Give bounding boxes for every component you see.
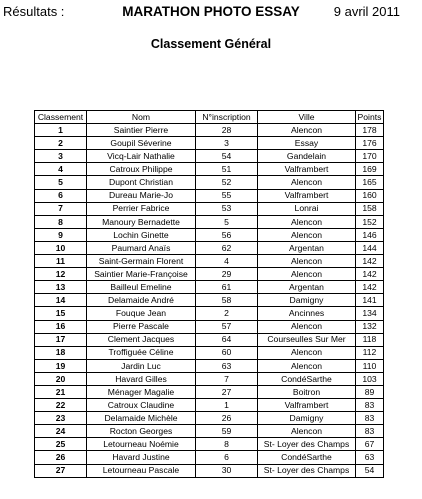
name-cell: Delamaide Michèle (87, 412, 196, 425)
rank-cell: 16 (35, 320, 87, 333)
registration-cell: 64 (196, 333, 258, 346)
table-row (35, 281, 384, 294)
table-row (35, 346, 384, 359)
table-row (35, 372, 384, 385)
rank-cell: 15 (35, 307, 87, 320)
table-row (35, 425, 384, 438)
points-cell: 142 (356, 281, 384, 294)
rank-cell: 25 (35, 438, 87, 451)
column-header-rank: Classement (35, 111, 87, 124)
points-cell: 63 (356, 451, 384, 464)
points-cell: 54 (356, 464, 384, 477)
registration-cell: 1 (196, 399, 258, 412)
city-cell: Boitron (258, 385, 356, 398)
city-cell: Valframbert (258, 399, 356, 412)
registration-cell: 6 (196, 451, 258, 464)
rank-cell: 7 (35, 202, 87, 215)
results-table (34, 110, 384, 478)
rank-cell: 27 (35, 464, 87, 477)
city-cell: Lonrai (258, 202, 356, 215)
registration-cell: 52 (196, 176, 258, 189)
city-cell: Alencon (258, 268, 356, 281)
registration-cell: 58 (196, 294, 258, 307)
city-cell: St- Loyer des Champs (258, 438, 356, 451)
registration-cell: 53 (196, 202, 258, 215)
table-row (35, 307, 384, 320)
points-cell: 83 (356, 399, 384, 412)
points-cell: 118 (356, 333, 384, 346)
registration-cell: 56 (196, 228, 258, 241)
points-cell: 165 (356, 176, 384, 189)
name-cell: Catroux Claudine (87, 399, 196, 412)
registration-cell: 28 (196, 124, 258, 137)
name-cell: Bailleul Emeline (87, 281, 196, 294)
name-cell: Vicq-Lair Nathalie (87, 150, 196, 163)
table-header-row (35, 111, 384, 124)
city-cell: CondéSarthe (258, 372, 356, 385)
name-cell: Rocton Georges (87, 425, 196, 438)
city-cell: Essay (258, 137, 356, 150)
column-header-registration: N°inscription (196, 111, 258, 124)
name-cell: Saintier Pierre (87, 124, 196, 137)
registration-cell: 54 (196, 150, 258, 163)
points-cell: 169 (356, 163, 384, 176)
registration-cell: 63 (196, 359, 258, 372)
rank-cell: 10 (35, 241, 87, 254)
table-row (35, 268, 384, 281)
name-cell: Delamaide André (87, 294, 196, 307)
table-row (35, 176, 384, 189)
rank-cell: 13 (35, 281, 87, 294)
city-cell: Argentan (258, 281, 356, 294)
rank-cell: 19 (35, 359, 87, 372)
registration-cell: 27 (196, 385, 258, 398)
rank-cell: 21 (35, 385, 87, 398)
name-cell: Lochin Ginette (87, 228, 196, 241)
name-cell: Havard Gilles (87, 372, 196, 385)
rank-cell: 14 (35, 294, 87, 307)
registration-cell: 4 (196, 255, 258, 268)
name-cell: Paumard Anaïs (87, 241, 196, 254)
points-cell: 83 (356, 425, 384, 438)
table-row (35, 399, 384, 412)
city-cell: Damigny (258, 294, 356, 307)
name-cell: Fouque Jean (87, 307, 196, 320)
name-cell: Jardin Luc (87, 359, 196, 372)
city-cell: Alencon (258, 124, 356, 137)
table-row (35, 124, 384, 137)
registration-cell: 2 (196, 307, 258, 320)
rank-cell: 2 (35, 137, 87, 150)
column-header-city: Ville (258, 111, 356, 124)
registration-cell: 60 (196, 346, 258, 359)
name-cell: Catroux Philippe (87, 163, 196, 176)
name-cell: Perrier Fabrice (87, 202, 196, 215)
name-cell: Havard Justine (87, 451, 196, 464)
table-row (35, 228, 384, 241)
points-cell: 110 (356, 359, 384, 372)
table-row (35, 464, 384, 477)
city-cell: St- Loyer des Champs (258, 464, 356, 477)
points-cell: 132 (356, 320, 384, 333)
registration-cell: 8 (196, 438, 258, 451)
registration-cell: 29 (196, 268, 258, 281)
city-cell: Ancinnes (258, 307, 356, 320)
name-cell: Saintier Marie-Françoise (87, 268, 196, 281)
rank-cell: 24 (35, 425, 87, 438)
table-row (35, 294, 384, 307)
table-row (35, 320, 384, 333)
city-cell: Alencon (258, 228, 356, 241)
event-title: MARATHON PHOTO ESSAY (122, 4, 300, 19)
points-cell: 83 (356, 412, 384, 425)
rank-cell: 6 (35, 189, 87, 202)
table-row (35, 451, 384, 464)
table-row (35, 385, 384, 398)
name-cell: Letourneau Noémie (87, 438, 196, 451)
registration-cell: 30 (196, 464, 258, 477)
points-cell: 176 (356, 137, 384, 150)
points-cell: 160 (356, 189, 384, 202)
points-cell: 141 (356, 294, 384, 307)
rank-cell: 26 (35, 451, 87, 464)
table-row (35, 359, 384, 372)
ranking-title: Classement Général (150, 37, 272, 51)
event-date: 9 avril 2011 (333, 4, 400, 19)
table-row (35, 438, 384, 451)
city-cell: Damigny (258, 412, 356, 425)
city-cell: Alencon (258, 255, 356, 268)
table-row (35, 163, 384, 176)
points-cell: 112 (356, 346, 384, 359)
points-cell: 67 (356, 438, 384, 451)
city-cell: Alencon (258, 176, 356, 189)
rank-cell: 20 (35, 372, 87, 385)
rank-cell: 12 (35, 268, 87, 281)
city-cell: Gandelain (258, 150, 356, 163)
rank-cell: 17 (35, 333, 87, 346)
city-cell: Alencon (258, 359, 356, 372)
points-cell: 134 (356, 307, 384, 320)
points-cell: 152 (356, 215, 384, 228)
registration-cell: 3 (196, 137, 258, 150)
city-cell: Alencon (258, 320, 356, 333)
name-cell: Ménager Magalie (87, 385, 196, 398)
points-cell: 142 (356, 255, 384, 268)
points-cell: 142 (356, 268, 384, 281)
points-cell: 89 (356, 385, 384, 398)
registration-cell: 61 (196, 281, 258, 294)
registration-cell: 62 (196, 241, 258, 254)
registration-cell: 7 (196, 372, 258, 385)
rank-cell: 8 (35, 215, 87, 228)
points-cell: 144 (356, 241, 384, 254)
rank-cell: 23 (35, 412, 87, 425)
table-row (35, 189, 384, 202)
city-cell: Alencon (258, 215, 356, 228)
registration-cell: 59 (196, 425, 258, 438)
rank-cell: 4 (35, 163, 87, 176)
rank-cell: 11 (35, 255, 87, 268)
column-header-name: Nom (87, 111, 196, 124)
registration-cell: 57 (196, 320, 258, 333)
points-cell: 146 (356, 228, 384, 241)
registration-cell: 51 (196, 163, 258, 176)
registration-cell: 5 (196, 215, 258, 228)
points-cell: 170 (356, 150, 384, 163)
results-table-body (35, 124, 384, 478)
city-cell: Argentan (258, 241, 356, 254)
name-cell: Manoury Bernadette (87, 215, 196, 228)
table-row (35, 202, 384, 215)
points-cell: 158 (356, 202, 384, 215)
points-cell: 178 (356, 124, 384, 137)
rank-cell: 22 (35, 399, 87, 412)
registration-cell: 26 (196, 412, 258, 425)
table-row (35, 137, 384, 150)
city-cell: Valframbert (258, 163, 356, 176)
table-row (35, 215, 384, 228)
table-row (35, 333, 384, 346)
name-cell: Clement Jacques (87, 333, 196, 346)
rank-cell: 18 (35, 346, 87, 359)
city-cell: Courseulles Sur Mer (258, 333, 356, 346)
rank-cell: 5 (35, 176, 87, 189)
city-cell: Alencon (258, 425, 356, 438)
registration-cell: 55 (196, 189, 258, 202)
city-cell: CondéSarthe (258, 451, 356, 464)
city-cell: Valframbert (258, 189, 356, 202)
column-header-points: Points (356, 111, 384, 124)
table-row (35, 412, 384, 425)
name-cell: Saint-Germain Florent (87, 255, 196, 268)
name-cell: Dupont Christian (87, 176, 196, 189)
name-cell: Goupil Séverine (87, 137, 196, 150)
name-cell: Letourneau Pascale (87, 464, 196, 477)
table-row (35, 255, 384, 268)
results-label: Résultats : (3, 4, 65, 19)
rank-cell: 3 (35, 150, 87, 163)
name-cell: Dureau Marie-Jo (87, 189, 196, 202)
name-cell: Troffiguée Céline (87, 346, 196, 359)
rank-cell: 9 (35, 228, 87, 241)
city-cell: Alencon (258, 346, 356, 359)
points-cell: 103 (356, 372, 384, 385)
rank-cell: 1 (35, 124, 87, 137)
table-row (35, 241, 384, 254)
page-header (0, 4, 422, 22)
table-row (35, 150, 384, 163)
name-cell: Pierre Pascale (87, 320, 196, 333)
